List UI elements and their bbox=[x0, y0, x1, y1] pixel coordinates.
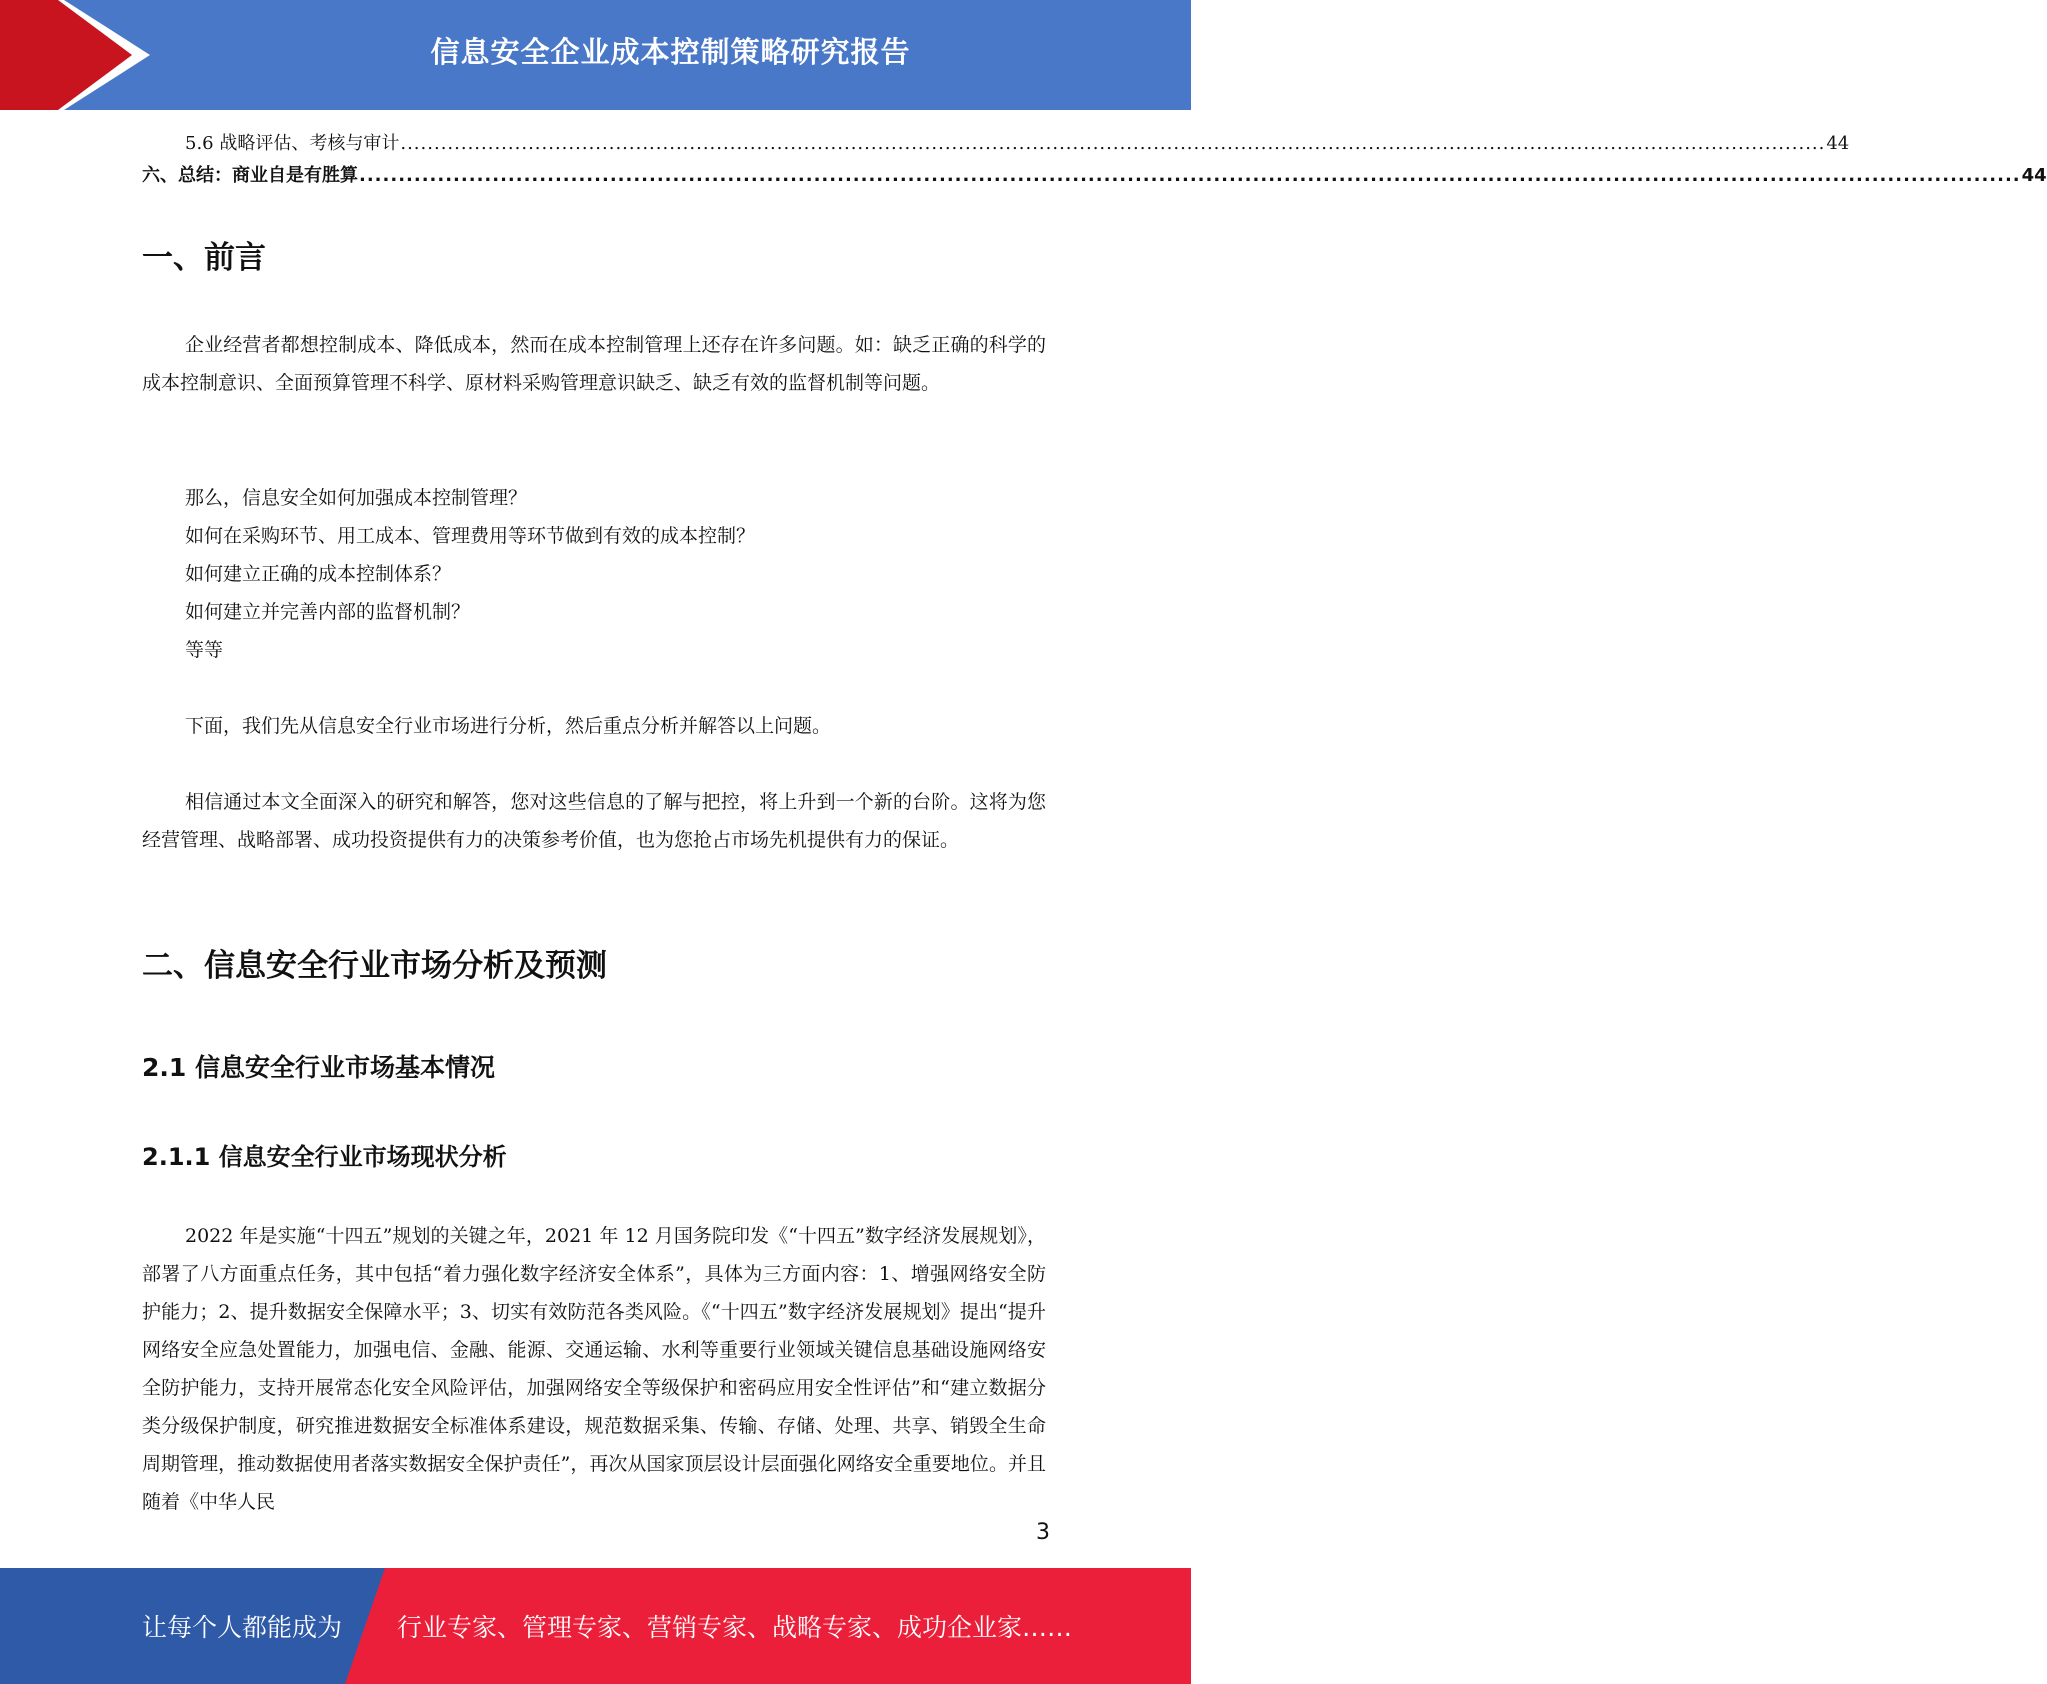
paragraph: 企业经营者都想控制成本、降低成本，然而在成本控制管理上还存在许多问题。如：缺乏正确的科学的成本控制意识、全面预算管理不科学、原材料采购管理意识缺乏、缺乏有效的监督机制等问题。 bbox=[142, 334, 1046, 394]
paragraph: 相信通过本文全面深入的研究和解答，您对这些信息的了解与把控，将上升到一个新的台阶。这将为您经营管理、战略部署、成功投资提供有力的决策参考价值，也为您抢占市场先机提供有力的保证。 bbox=[142, 791, 1046, 851]
toc-entry[interactable] bbox=[142, 160, 2047, 192]
toc-leader-dots: .................................................................................................................................................................................................................... bbox=[400, 133, 1826, 154]
question-line: 如何在采购环节、用工成本、管理费用等环节做到有效的成本控制？ bbox=[185, 525, 756, 547]
footer-slogan-right: 行业专家、管理专家、营销专家、战略专家、成功企业家…… bbox=[397, 1613, 1073, 1642]
page-number: 3 bbox=[1036, 1520, 1050, 1545]
paragraph: 2022 年是实施“十四五”规划的关键之年，2021 年 12 月国务院印发《“十四五”数字经济发展规划》，部署了八方面重点任务，其中包括“着力强化数字经济安全体系”，具体为三方面内容：1、增强网络安全防护能力；2、提升数据安全保障水平；3、切实有效防范各类风险。《“十四五”数字经济发展规划》提出“提升网络安全应急处置能力，加强电信、金融、能源、交通运输、水利等重要行业领域关键信息基础设施网络安全防护能力，支持开展常态化安全风险评估，加强网络安全等级保护和密码应用安全性评估”和“建立数据分类分级保护制度，研究推进数据安全标准体系建设，规范数据采集、传输、存储、处理、共享、销毁全生命周期管理，推动数据使用者落实数据安全保护责任”，再次从国家顶层设计层面强化网络安全重要地位。并且随着《中华人民 bbox=[142, 1225, 1046, 1513]
question-line: 如何建立正确的成本控制体系？ bbox=[185, 563, 452, 585]
question-line: 如何建立并完善内部的监督机制？ bbox=[185, 601, 471, 623]
subsubsection-heading: 2.1.1 信息安全行业市场现状分析 bbox=[142, 1143, 507, 1171]
subsection-heading: 2.1 信息安全行业市场基本情况 bbox=[142, 1053, 495, 1082]
toc-entry[interactable] bbox=[142, 128, 1850, 160]
toc-entry-page: 44 bbox=[1826, 133, 1850, 154]
question-line: 那么，信息安全如何加强成本控制管理？ bbox=[185, 487, 528, 509]
table-of-contents bbox=[142, 128, 2047, 192]
section-heading: 一、前言 bbox=[142, 240, 266, 276]
page-header bbox=[0, 0, 1191, 110]
brand-chevron-logo bbox=[0, 0, 150, 110]
toc-entry-page: 44 bbox=[2021, 165, 2047, 186]
toc-entry-title: 六、总结：商业自是有胜算 bbox=[142, 165, 358, 186]
toc-leader-dots: .................................................................................................................................................................................................................... bbox=[359, 165, 2021, 186]
paragraph: 下面，我们先从信息安全行业市场进行分析，然后重点分析并解答以上问题。 bbox=[185, 715, 832, 737]
footer-slogan-left: 让每个人都能成为 bbox=[142, 1613, 343, 1642]
section-heading: 二、信息安全行业市场分析及预测 bbox=[142, 948, 607, 984]
page-footer bbox=[0, 1568, 1191, 1684]
toc-entry-title: 5.6 战略评估、考核与审计 bbox=[185, 133, 400, 154]
header-title: 信息安全企业成本控制策略研究报告 bbox=[430, 34, 911, 69]
question-line: 等等 bbox=[185, 639, 224, 661]
